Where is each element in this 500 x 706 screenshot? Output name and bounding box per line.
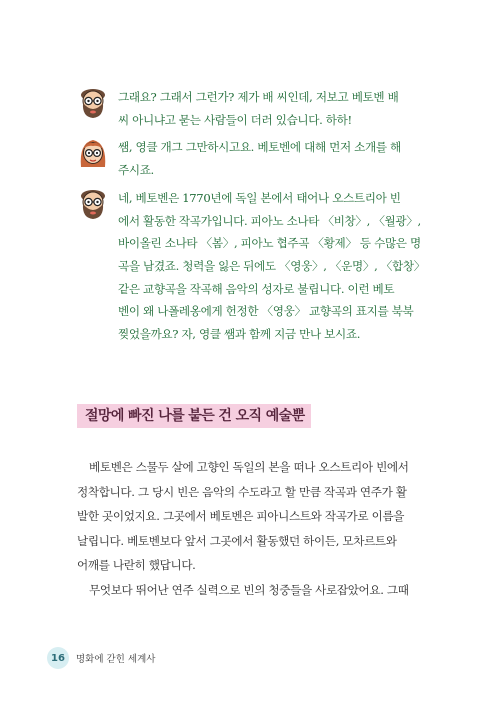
bearded-man-with-glasses-icon xyxy=(78,87,108,119)
dialogue-line: 주시죠. xyxy=(118,163,154,178)
dialogue-turn xyxy=(78,136,423,181)
dialogue-line: 찢었을까요? 자, 영클 쌤과 함께 지금 만나 보시죠. xyxy=(118,327,361,342)
dialogue-line: 쌤, 영클 개그 그만하시고요. 베토벤에 대해 먼저 소개를 해 xyxy=(118,140,401,155)
dialogue-line: 같은 교향곡을 작곡해 음악의 성자로 불립니다. 이런 베토 xyxy=(118,281,395,296)
section-heading: 절망에 빠진 나를 붙든 건 오직 예술뿐 xyxy=(77,404,311,428)
book-title: 명화에 갇힌 세계사 xyxy=(76,654,156,665)
paragraph-line: 베토벤은 스물두 살에 고향인 독일의 본을 떠나 오스트리아 빈에서 xyxy=(89,460,409,474)
dialogue-turn xyxy=(78,86,423,131)
dialogue-line: 에서 활동한 작곡가입니다. 피아노 소나타 〈비창〉, 〈월광〉, xyxy=(118,213,421,228)
bearded-man-with-glasses-icon xyxy=(78,188,108,220)
paragraph-line: 어깨를 나란히 했답니다. xyxy=(77,558,196,572)
dialogue-line: 곡을 남겼죠. 청력을 잃은 뒤에도 〈영웅〉, 〈운명〉, 〈합창〉 xyxy=(118,258,425,273)
dialogue-section xyxy=(78,86,423,351)
dialogue-line: 그래요? 그래서 그런가? 제가 배 씨인데, 저보고 베토벤 배 xyxy=(118,90,399,104)
paragraph-line: 무엇보다 뛰어난 연주 실력으로 빈의 청중들을 사로잡았어요. 그때 xyxy=(89,582,409,597)
paragraph-line: 발한 곳이었지요. 그곳에서 베토벤은 피아니스트와 작곡가로 이름을 xyxy=(77,509,405,523)
paragraph-line: 날립니다. 베토벤보다 앞서 그곳에서 활동했던 하이든, 모차르트와 xyxy=(77,533,397,548)
dialogue-line: 네, 베토벤은 1770년에 독일 본에서 태어나 오스트리아 빈 xyxy=(118,190,401,205)
dialogue-turn xyxy=(78,187,423,346)
dialogue-line: 바이올린 소나타 〈봄〉, 피아노 협주곡 〈황제〉 등 수많은 명 xyxy=(118,236,421,251)
page-number-badge: 16 xyxy=(47,647,69,669)
dialogue-line: 씨 아니냐고 묻는 사람들이 더러 있습니다. 하하! xyxy=(118,112,352,127)
body-paragraphs xyxy=(77,455,422,602)
dialogue-line: 벤이 왜 나폴레옹에게 헌정한 〈영웅〉 교향곡의 표지를 북북 xyxy=(118,304,414,319)
paragraph-line: 정착합니다. 그 당시 빈은 음악의 수도라고 할 만큼 작곡과 연주가 활 xyxy=(77,484,407,499)
woman-with-glasses-icon xyxy=(78,137,108,169)
page-footer xyxy=(47,647,155,669)
